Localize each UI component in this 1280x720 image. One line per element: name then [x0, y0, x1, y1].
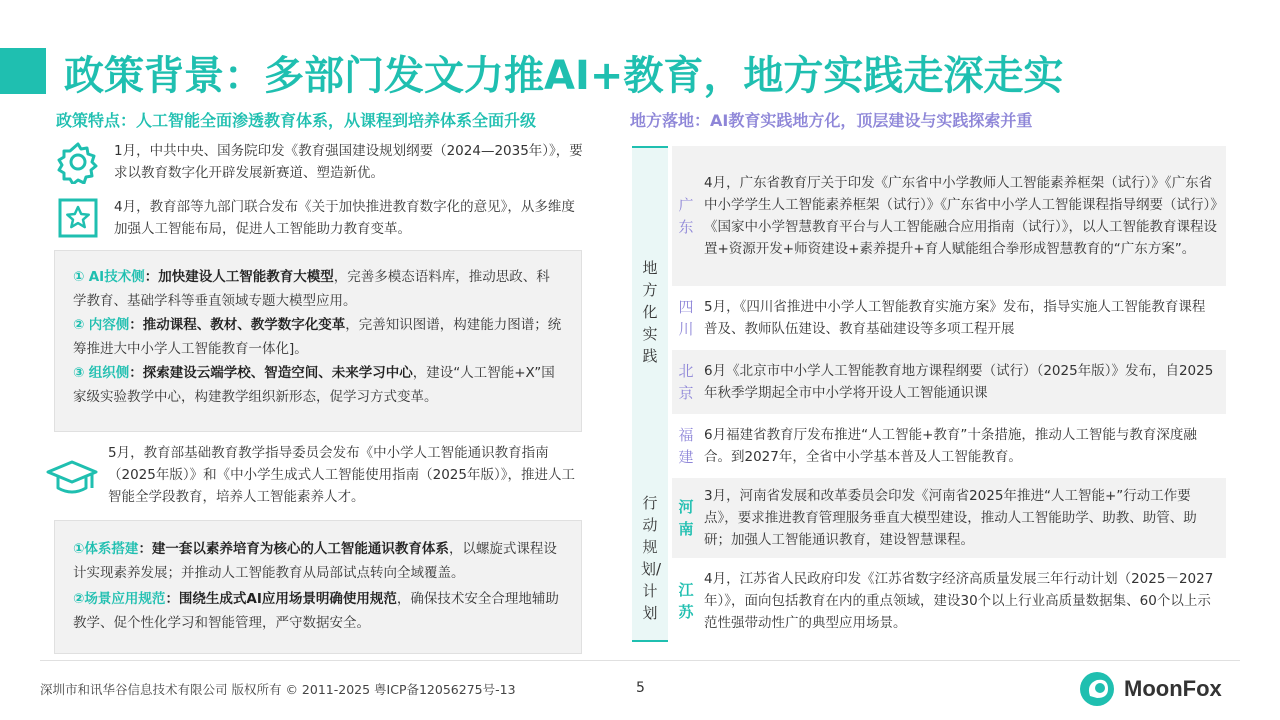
- province-label: 河南: [678, 498, 694, 538]
- row-text: 6月福建省教育厅发布推进“人工智能+教育”十条措施，推动人工智能与教育深度融合。到2027年，全省中小学基本普及人工智能教育。: [704, 427, 1197, 465]
- province-label: 江苏: [678, 581, 694, 621]
- right-section-heading: 地方落地：AI教育实践地方化，顶层建设与实践探索并重: [630, 111, 1033, 130]
- ai-policy-detail-box: [54, 250, 582, 432]
- province-label: 北京: [678, 362, 694, 402]
- table-row: [672, 146, 1226, 286]
- left-section-heading: 政策特点：人工智能全面渗透教育体系，从课程到培养体系全面升级: [56, 111, 537, 130]
- policy-item-text: 1月，中共中央、国务院印发《教育强国建设规划纲要（2024—2035年）》，要求以教育数字化开辟发展新赛道、塑造新优。: [114, 143, 583, 181]
- table-row: [672, 288, 1226, 348]
- policy-item-text: 5月，教育部基础教育教学指导委员会发布《中小学人工智能通识教育指南（2025年版）》和《中小学生成式人工智能使用指南（2025年版）》，推进人工智能全学段教育，培养人工智能素养人才。: [108, 445, 575, 505]
- row-text: 5月，《四川省推进中小学人工智能教育实施方案》发布，指导实施人工智能教育课程普及、教师队伍建设、教育基础建设等多项工程开展: [704, 299, 1206, 337]
- detail-point-1: ① AI技术侧：加快建设人工智能教育大模型，完善多模态语料库，推动思政、科学教育、基础学科等垂直领域专题大模型应用。: [73, 269, 550, 309]
- detail-point-2: ② 内容侧：推动课程、教材、教学数字化变革，完善知识图谱，构建能力图谱；统筹推进大中小学人工智能教育一体化]。: [73, 317, 562, 357]
- detail-point-3: ③ 组织侧：探索建设云端学校、智造空间、未来学习中心，建设“人工智能+X”国家级实验教学中心，构建教学组织新形态，促学习方式变革。: [73, 365, 555, 405]
- local-practice-table: [632, 146, 1226, 642]
- table-row: [672, 478, 1226, 558]
- policy-item-text: 4月，教育部等九部门联合发布《关于加快推进教育数字化的意见》，从多维度加强人工智能布局，促进人工智能助力教育变革。: [114, 199, 575, 237]
- footer-divider: [40, 660, 1240, 661]
- table-row: [672, 416, 1226, 476]
- guideline-point-1: ①体系搭建：建一套以素养培育为核心的人工智能通识教育体系，以螺旋式课程设计实现素养发展；并推动人工智能教育从局部试点转向全域覆盖。: [73, 541, 557, 581]
- gear-icon: [56, 140, 100, 184]
- moonfox-logo-icon: [1078, 670, 1116, 708]
- province-label: 福建: [678, 426, 694, 466]
- page-title: 政策背景：多部门发文力推AI+教育，地方实践走深走实: [64, 53, 1064, 99]
- moonfox-logo: [1078, 670, 1222, 708]
- category-action-plan: 行动规划/计划: [632, 476, 668, 642]
- row-text: 4月，广东省教育厅关于印发《广东省中小学教师人工智能素养框架（试行）》《广东省中小学学生人工智能素养框架（试行）》《广东省中小学人工智能课程指导纲要（试行）》《国家中小学智慧教育平台与人工智能融合应用指南（试行）》，以人工智能教育课程设置+资源开发+师资建设+素养提升+育人赋能组合拳形成智慧教育的“广东方案”。: [704, 175, 1217, 257]
- row-text: 6月《北京市中小学人工智能教育地方课程纲要（试行）（2025年版）》发布，自2025年秋季学期起全市中小学将开设人工智能通识课: [704, 363, 1214, 401]
- guideline-detail-box: [54, 520, 582, 654]
- row-text: 3月，河南省发展和改革委员会印发《河南省2025年推进“人工智能+”行动工作要点》，要求推进教育管理服务垂直大模型建设，推动人工智能助学、助教、助管、助研；加强人工智能通识教育，建设智慧课程。: [704, 488, 1197, 548]
- category-local-practice: 地方化实践: [632, 146, 668, 476]
- row-text: 4月，江苏省人民政府印发《江苏省数字经济高质量发展三年行动计划（2025－2027年）》，面向包括教育在内的重点领域，建设30个以上行业高质量数据集、60个以上示范性强带动性广的典型应用场景。: [704, 571, 1214, 631]
- graduation-cap-icon: [44, 454, 100, 510]
- policy-item-apr: [56, 196, 586, 240]
- policy-item-may: [44, 442, 584, 510]
- logo-wordmark: MoonFox: [1124, 676, 1222, 701]
- province-label: 四川: [678, 298, 694, 338]
- page-number: 5: [636, 680, 645, 696]
- policy-item-jan: [56, 140, 586, 184]
- table-row: [672, 560, 1226, 642]
- guideline-point-2: ②场景应用规范：围绕生成式AI应用场景明确使用规范，确保技术安全合理地辅助教学、促个性化学习和智能管理，严守数据安全。: [73, 591, 559, 631]
- star-icon: [56, 196, 100, 240]
- title-accent-bar: [0, 48, 46, 94]
- province-label: 广东: [678, 196, 694, 236]
- table-row: [672, 350, 1226, 414]
- footer-copyright: 深圳市和讯华谷信息技术有限公司 版权所有 © 2011-2025 粤ICP备12056275号-13: [40, 682, 516, 697]
